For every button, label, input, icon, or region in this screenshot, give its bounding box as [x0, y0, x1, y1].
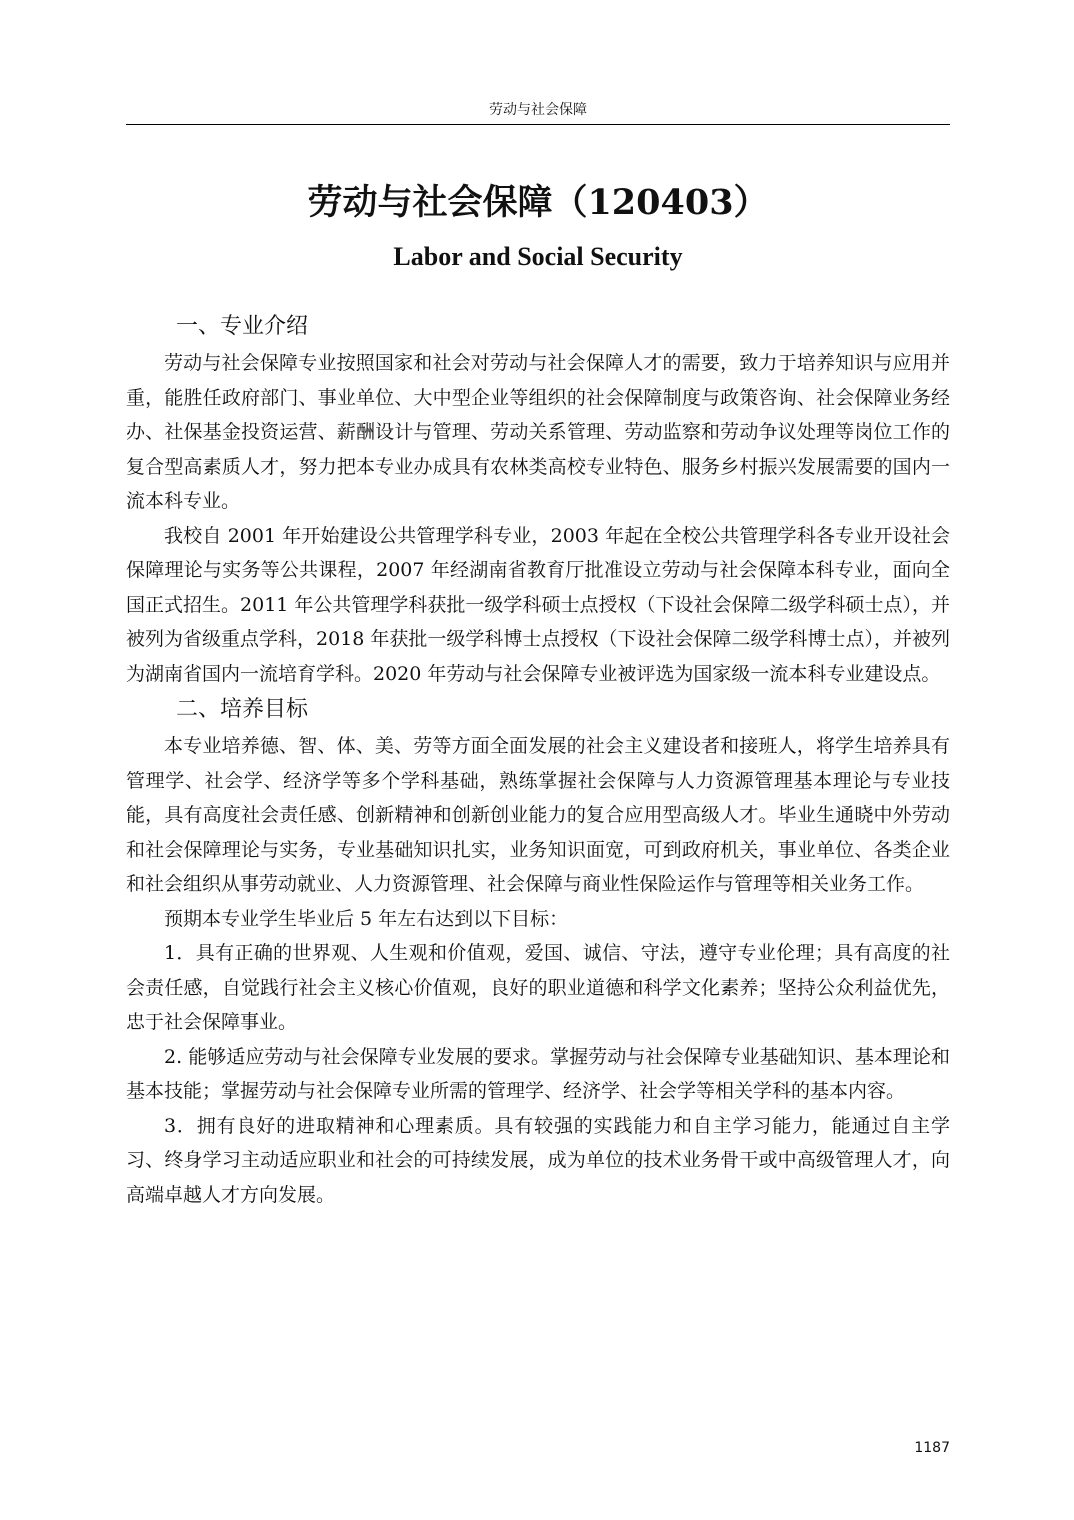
section-training-objectives	[126, 691, 950, 1212]
page-subtitle: Labor and Social Security	[393, 242, 683, 271]
document-body	[126, 308, 950, 1212]
header-divider	[126, 124, 950, 125]
page-number: 1187	[914, 1440, 950, 1456]
section-introduction	[126, 308, 950, 691]
page-title: 劳动与社会保障（120403）	[307, 182, 769, 223]
objective-item: 3．拥有良好的进取精神和心理素质。具有较强的实践能力和自主学习能力，能通过自主学习、终身学习主动适应职业和社会的可持续发展，成为单位的技术业务骨干或中高级管理人才，向高端卓越人才方向发展。	[126, 1114, 950, 1206]
paragraph: 我校自 2001 年开始建设公共管理学科专业，2003 年起在全校公共管理学科各专业开设社会保障理论与实务等公共课程，2007 年经湖南省教育厅批准设立劳动与社会保障本科专业，面向全国正式招生。2011 年公共管理学科获批一级学科硕士点授权（下设社会保障二级学科硕士点），并被列为省级重点学科，2018 年获批一级学科博士点授权（下设社会保障二级学科博士点），并被列为湖南省国内一流培育学科。2020 年劳动与社会保障专业被评选为国家级一流本科专业建设点。	[126, 524, 950, 685]
running-header: 劳动与社会保障	[489, 102, 587, 118]
paragraph: 本专业培养德、智、体、美、劳等方面全面发展的社会主义建设者和接班人，将学生培养具有管理学、社会学、经济学等多个学科基础，熟练掌握社会保障与人力资源管理基本理论与专业技能，具有高度社会责任感、创新精神和创新创业能力的复合应用型高级人才。毕业生通晓中外劳动和社会保障理论与实务，专业基础知识扎实，业务知识面宽，可到政府机关，事业单位、各类企业和社会组织从事劳动就业、人力资源管理、社会保障与商业性保险运作与管理等相关业务工作。	[126, 735, 950, 895]
section-heading: 二、培养目标	[176, 697, 309, 722]
section-heading: 一、专业介绍	[176, 314, 309, 339]
objective-item: 1．具有正确的世界观、人生观和价值观，爱国、诚信、守法，遵守专业伦理；具有高度的社会责任感，自觉践行社会主义核心价值观，良好的职业道德和科学文化素养；坚持公众利益优先，忠于社会保障事业。	[126, 942, 950, 1033]
paragraph: 劳动与社会保障专业按照国家和社会对劳动与社会保障人才的需要，致力于培养知识与应用并重，能胜任政府部门、事业单位、大中型企业等组织的社会保障制度与政策咨询、社会保障业务经办、社保基金投资运营、薪酬设计与管理、劳动关系管理、劳动监察和劳动争议处理等岗位工作的复合型高素质人才，努力把本专业办成具有农林类高校专业特色、服务乡村振兴发展需要的国内一流本科专业。	[126, 352, 950, 512]
paragraph: 预期本专业学生毕业后 5 年左右达到以下目标：	[164, 907, 569, 930]
objective-item: 2. 能够适应劳动与社会保障专业发展的要求。掌握劳动与社会保障专业基础知识、基本理论和基本技能；掌握劳动与社会保障专业所需的管理学、经济学、社会学等相关学科的基本内容。	[126, 1045, 950, 1102]
